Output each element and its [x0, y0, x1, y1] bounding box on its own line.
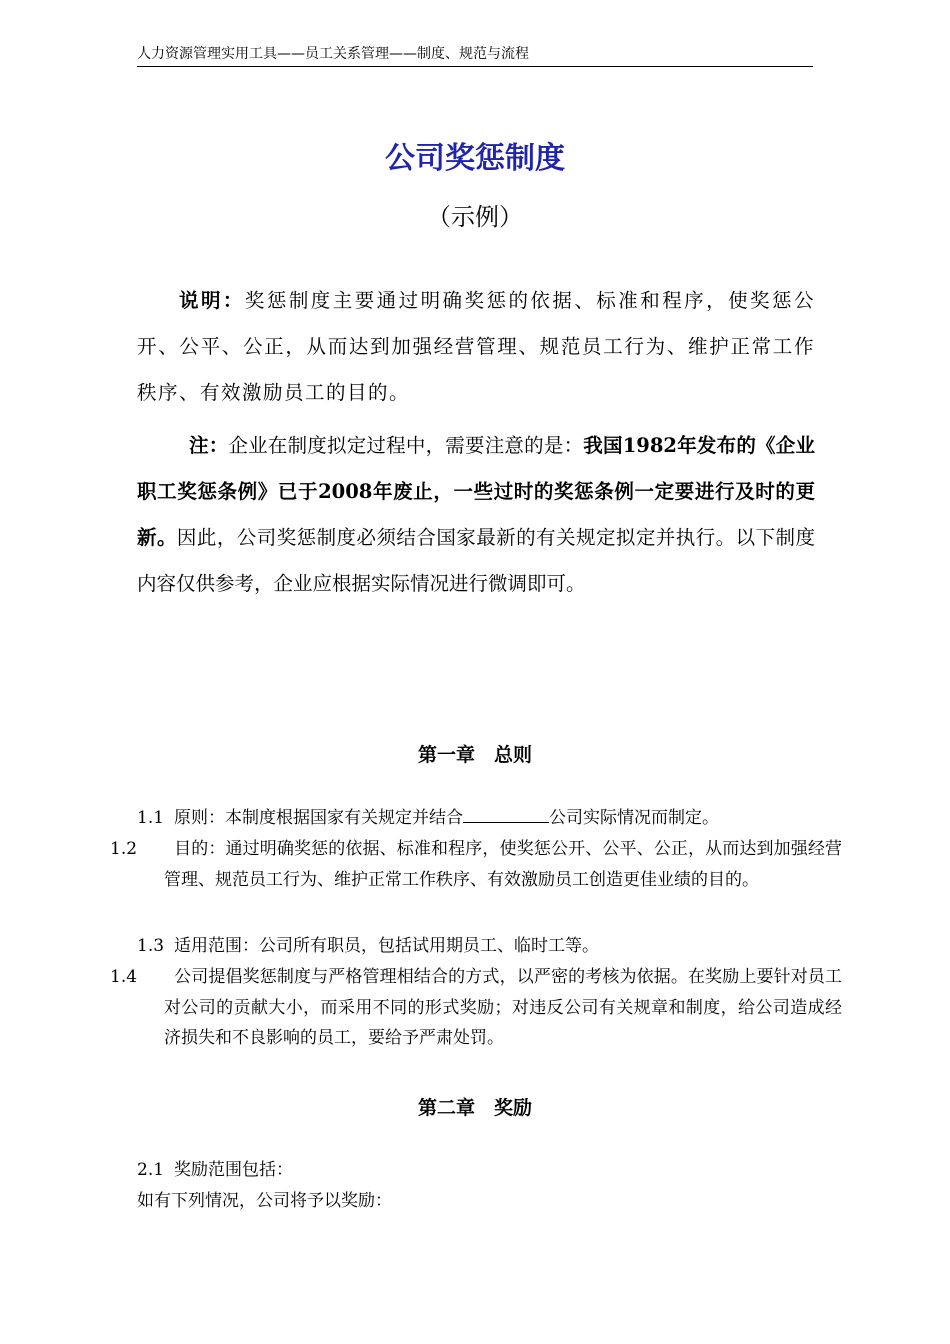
- item-text-b: 公司实际情况而制定。: [549, 808, 719, 828]
- note-paragraph: [137, 423, 815, 607]
- item-text: 目的：通过明确奖惩的依据、标准和程序，使奖惩公开、公平、公正，从而达到加强经营管理、规范员工行为、维护正常工作秩序、有效激励员工创造更佳业绩的目的。: [164, 839, 842, 890]
- document-title: 公司奖惩制度: [385, 141, 565, 176]
- item-text-a: 原则：本制度根据国家有关规定并结合: [174, 808, 463, 828]
- note-text-b: 我国1982年发布的《企业职工奖惩条例》已于2008年废止，一些过时的奖惩条例一定要进行及时的更新。: [137, 434, 815, 549]
- item-text: 适用范围：公司所有职员，包括试用期员工、临时工等。: [174, 936, 599, 956]
- item-1-2: [110, 834, 842, 895]
- intro-label: 说明：: [179, 289, 245, 312]
- intro-paragraph: [137, 278, 815, 416]
- document-subtitle: （示例）: [427, 203, 523, 231]
- item-1-3: [137, 931, 815, 962]
- page-header: 人力资源管理实用工具——员工关系管理——制度、规范与流程: [137, 44, 813, 67]
- chapter2-line: 如有下列情况，公司将予以奖励：: [137, 1191, 392, 1211]
- item-1-4: [110, 962, 842, 1054]
- chapter2-title: 第二章 奖励: [417, 1097, 532, 1119]
- item-text: 公司提倡奖惩制度与严格管理相结合的方式，以严密的考核为依据。在奖励上要针对员工对公司的贡献大小，而采用不同的形式奖励；对违反公司有关规章和制度，给公司造成经济损失和不良影响的员工，要给予严肃处罚。: [164, 967, 842, 1048]
- note-label: 注：: [189, 434, 229, 457]
- fill-in-blank: [463, 807, 549, 823]
- item-1-1: [137, 803, 815, 834]
- item-text: 奖励范围包括：: [174, 1160, 293, 1180]
- item-number: 1.2: [110, 839, 138, 859]
- note-text-a: 企业在制度拟定过程中，需要注意的是：: [228, 434, 584, 457]
- chapter1-title: 第一章 总则: [417, 744, 532, 766]
- item-number: 1.1: [137, 808, 165, 828]
- item-number: 1.3: [137, 936, 165, 956]
- item-2-1: [137, 1155, 815, 1186]
- note-text-c: 因此，公司奖惩制度必须结合国家最新的有关规定拟定并执行。以下制度内容仅供参考，企业应根据实际情况进行微调即可。: [137, 526, 815, 595]
- item-number: 1.4: [110, 967, 138, 987]
- intro-text: 奖惩制度主要通过明确奖惩的依据、标准和程序，使奖惩公开、公平、公正，从而达到加强经营管理、规范员工行为、维护正常工作秩序、有效激励员工的目的。: [137, 289, 815, 404]
- item-number: 2.1: [137, 1160, 165, 1180]
